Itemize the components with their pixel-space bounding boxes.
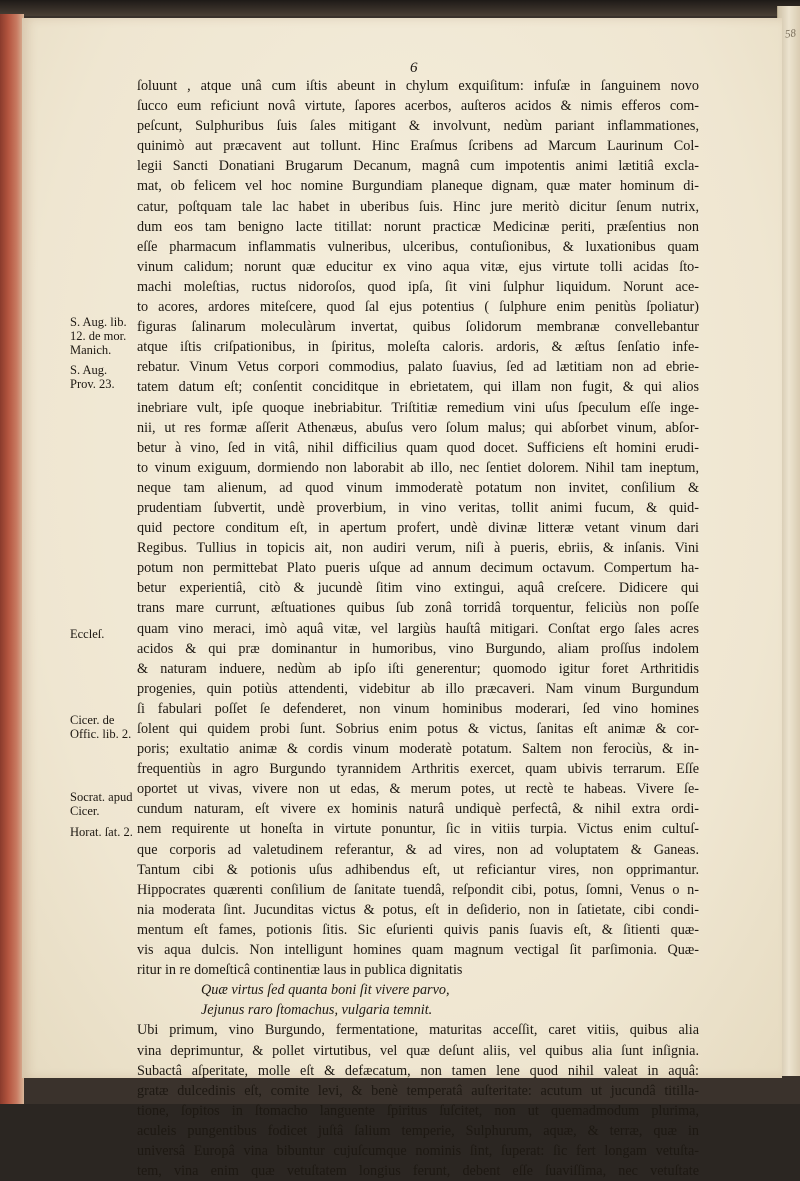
text-line: mentum eſt fames, potionis ſitis. Sic eſurienti quivis panis ſuavis eſt, & ſitienti quæ-: [137, 921, 699, 938]
text-line: nii, ut res formæ aſſerit Athenæus, abuſus vero ſolum malus; qui abſorbet vinum, abſor-: [137, 419, 699, 436]
text-line: quid pectore conditum eſt, in apertum profert, undè divinæ litteræ vetant vinum dari: [137, 520, 699, 537]
text-line: gratæ dulcedinis eſt, comite levi, & benè temperatâ auſteritate: acutum ut jucundâ titilla-: [137, 1082, 699, 1099]
text-line: atque iſtis criſpationibus, in ſpiritus, moleſta caloris. ardoris, & æſtus ſenſatio infe-: [137, 339, 699, 356]
marginal-line: S. Aug.: [70, 363, 108, 377]
text-line: nia moderata ſint. Jucunditas victus & potus, eſt in deſiderio, non in ſatietate, cibi condi-: [137, 901, 699, 918]
text-line: vis aqua dulcis. Non intelligunt homines quam magnum vectigal ſit parſimonia. Quæ-: [137, 942, 699, 959]
text-line: catur, poſtquam tale lac habet in uberibus ſuis. Hinc jure meritò dicitur ſenum nutrix,: [137, 198, 699, 215]
marginal-note: [70, 315, 138, 357]
text-line: poris; exultatio animæ & cordis vinum moderatè potatum. Saltem non ferociùs, & in-: [137, 741, 699, 758]
marginal-note: [70, 627, 138, 641]
marginal-line: Eccleſ.: [70, 627, 105, 641]
text-line: Regibus. Tullius in topicis ait, non audiri verum, niſi à pueris, ebriis, & inſanis. Vini: [137, 540, 699, 557]
text-line: trans mare currunt, æſtuationes quibus ſub zonâ torridâ torquentur, feliciùs non poſſe: [137, 600, 699, 617]
text-line: inebriare vult, ipſe quoque inebriabitur. Triſtitiæ remedium vini uſus ſpeculum eſſe inge-: [137, 399, 699, 416]
marginal-line: Offic. lib. 2.: [70, 727, 132, 741]
text-line: ſi fabulari poſſet ſe defenderet, non vinum hominibus moderari, ſed vino homines: [137, 700, 699, 717]
text-line: ſucco eum reficiunt novâ virtute, ſapores acerbos, auſteros acidos & nimis efferos com-: [137, 98, 699, 115]
verse-line: Jejunus raro ſtomachus, vulgaria temnit.: [201, 1002, 433, 1019]
text-line: Tantum cibi & potionis uſus adhibendus eſt, ut reficiantur vires, non opprimantur.: [137, 861, 699, 878]
text-line: ſoluunt , atque unâ cum iſtis abeunt in chylum exquiſitum: infuſæ in ſanguinem novo: [137, 78, 699, 94]
text-line: que corporis ad valetudinem referantur, & ad vires, non ad voluptatem & Ganeas.: [137, 841, 699, 858]
text-line: nem requirente ut honeſta in virtute ponuntur, ſic in vitiis turpia. Victus enim cultuſ-: [137, 821, 699, 838]
marginal-line: S. Aug. lib.: [70, 315, 127, 329]
text-line: tem, vina enim quæ vetuſtatem longius ferunt, debent eſſe ſuaviſſima, nec vetuſtate: [137, 1163, 699, 1180]
text-line: universâ Europâ vina bibuntur cujuſcumque nominis ſint, ſuperat: ſic fert longam vetuſta-: [137, 1142, 699, 1159]
text-line: ſolent qui quidem probi ſunt. Sobrius enim potus & victus, ſanitas eſt animæ & cor-: [137, 721, 699, 737]
corner-pencil-mark: 58: [784, 27, 797, 41]
text-line: machi moleſtias, ructus nidoroſos, quod ipſa, ſit vini ſulphur liquidum. Norunt ace-: [137, 278, 699, 295]
text-line: to acores, ardores miteſcere, quod ſal ejus potentius ( ſulphure enim penitùs ſpoliatur): [137, 299, 699, 316]
verse-line: Quæ virtus ſed quanta boni ſit vivere parvo,: [201, 982, 450, 999]
book-edge-top: [0, 0, 800, 16]
text-line: dum eos tam benigno lacte titillat: norunt practicæ Medicinæ periti, præſentius non: [137, 218, 699, 235]
text-line: neque tam alienum, ad quod vinum immoderatè potatum non invitet, conſilium &: [137, 479, 699, 496]
marginal-line: Manich.: [70, 343, 112, 357]
text-line: aculeis pungentibus fodicet juſtâ ſalium temperie, Sulphurum, aquæ, & terræ, quæ in: [137, 1122, 699, 1139]
text-line: quam vino meraci, imò aquâ vitæ, vel largiùs hauſtâ mitigari. Conſtat ergo ſales acres: [137, 620, 699, 637]
text-line: potum non permittebat Plato pueris uſque ad annum decimum octavum. Compertum ha-: [137, 560, 699, 577]
text-line: to vinum exiguum, dormiendo non laborabit ab illo, nec ſentiet dolorem. Nihil tam ineptum,: [137, 459, 699, 476]
text-line: rebatur. Vinum Vetus corpori commodius, palato ſuavius, ſed ad lætitiam non ad ebrie-: [137, 359, 699, 376]
text-line: vinum calidum; norunt quæ educitur ex vino aqua vitæ, ejus virtute tolli acidas ſto-: [137, 258, 699, 275]
text-line: tatem datum eſt; conſentit conciditque in ebrietatem, qui illam non fugit, & qui alios: [137, 379, 699, 396]
text-line: frequentiùs in agro Burgundo tyrannidem Arthritis exercet, quam ubivis terrarum. Eſſe: [137, 761, 699, 778]
marginal-line: Cicer.: [70, 804, 100, 818]
marginal-line: 12. de mor.: [70, 329, 127, 343]
text-line: oportet ut vivas, vivere non ut edas, & merum potes, ut rectè te habeas. Vivere ſe-: [137, 781, 699, 798]
text-line: cundum naturam, eſt vivere ex hominis naturâ undiquè perfectâ, & nihil extra ordi-: [137, 801, 699, 818]
marginal-note: [70, 790, 138, 818]
marginal-note: [70, 713, 138, 741]
text-line: betur experientiâ, citò & jucundè ſitim vino extingui, aquâ creſcere. Didicere qui: [137, 580, 699, 597]
text-line: & naturam induere, nedùm ab ipſo iſti generentur; quomodo igitur foret Arthritidis: [137, 660, 699, 677]
text-line: Subactâ aſperitate, molle eſt & defæcatum, non tamen lene quod nihil valeat in aquâ:: [137, 1062, 699, 1079]
text-line: eſſe pharmacum inflammatis vulneribus, ulceribus, contuſionibus, & luxationibus quam: [137, 238, 699, 255]
text-line: Hippocrates quærenti conſilium de ſanitate tuendâ, reſpondit cibi, potus, ſomni, Venus o n-: [137, 881, 699, 898]
marginal-line: Socrat. apud: [70, 790, 133, 804]
marginal-note: [70, 363, 138, 391]
text-line: legii Sancti Donatiani Brugarum Decanum, magnâ cum impotentis animi lætitiâ excla-: [137, 158, 699, 175]
text-line: betur à vino, ſed in vitâ, nihil difficilius quam quod docet. Sufficiens eſt homini erudi-: [137, 439, 699, 456]
text-line: vina deprimuntur, & pollet virtutibus, vel quæ deſunt aliis, vel quibus alia ſunt inſignia.: [137, 1042, 699, 1059]
text-line: progenies, quin potiùs attendenti, videbitur ab illo præcaveri. Nam vinum Burgundum: [137, 680, 699, 697]
marginal-line: Prov. 23.: [70, 377, 115, 391]
text-line: quinimò aut præcavent aut tollunt. Hinc Eraſmus ſcribens ad Marcum Laurinum Col-: [137, 138, 699, 155]
text-line: Ubi primum, vino Burgundo, fermentatione, maturitas acceſſit, caret vitiis, quibus alia: [137, 1022, 699, 1039]
text-line: ritur in re domeſticâ continentiæ laus in publica dignitatis: [137, 962, 463, 979]
text-line: tione, ſopitos in ſtomacho languente ſpiritus ſuſcitet, non ut quemadmodum plurima,: [137, 1102, 699, 1119]
marginal-note: [70, 825, 138, 839]
text-line: peſcunt, Sulphuribus ſuis ſales mitigant & involvunt, nedùm pariant inflammationes,: [137, 118, 699, 135]
page-number: 6: [410, 60, 418, 76]
text-line: figuras ſalinarum moleculàrum invertat, quibus ſolidorum membranæ convellebantur: [137, 319, 699, 336]
body-text: [137, 76, 699, 1181]
text-line: acidos & qui præ dominantur in humoribus, vino Burgundo, aliam proſſus indolem: [137, 640, 699, 657]
text-line: mat, ob felicem vel hoc nomine Burgundiam planeque dignam, quæ mater hominum di-: [137, 178, 699, 195]
book-spine-edge: [0, 14, 24, 1104]
text-line: prudentiam ſubvertit, undè proverbium, in vino veritas, tollit animi fucum, & quid-: [137, 499, 699, 516]
marginal-line: Horat. ſat. 2.: [70, 825, 133, 839]
marginal-line: Cicer. de: [70, 713, 115, 727]
